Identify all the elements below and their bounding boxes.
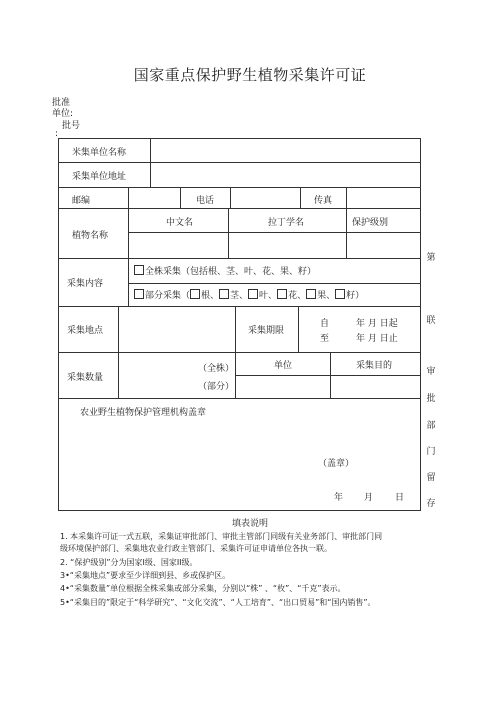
label-plant-name: 植物名称 xyxy=(72,231,109,241)
label-fax: 传真 xyxy=(314,196,333,206)
label-quantity-whole: （全株） xyxy=(198,364,235,374)
col-line xyxy=(235,352,236,398)
col-line xyxy=(346,187,347,208)
label-to-date: 年 月 日止 xyxy=(356,334,398,344)
row-line xyxy=(58,398,420,399)
label-latin-name: 拉丁学名 xyxy=(268,218,305,228)
row-line xyxy=(58,352,420,353)
row-line xyxy=(235,375,420,376)
option-partial: 部分采集（ 根、 茎、 叶、 花、 果、 籽） xyxy=(134,288,364,301)
label-quantity-part: （部分） xyxy=(198,382,235,392)
col-line xyxy=(230,187,231,208)
checkbox-icon xyxy=(134,265,144,275)
col-line xyxy=(330,352,331,398)
label-day: 日 xyxy=(395,493,405,503)
col-line xyxy=(228,208,229,258)
whole-plant-label: 全株采集（包括根、茎、叶、花、果、籽） xyxy=(145,267,317,277)
side-char: 部 xyxy=(426,421,436,431)
label-chinese-name: 中文名 xyxy=(166,218,194,228)
col-line xyxy=(150,138,151,187)
row-line xyxy=(58,208,420,209)
checkbox-icon xyxy=(277,289,287,299)
label-quantity-unit: 单位 xyxy=(274,361,293,371)
row-line xyxy=(58,258,420,259)
row-line xyxy=(58,187,420,188)
side-char: 留 xyxy=(426,473,436,483)
notes-heading: 填表说明 xyxy=(231,519,268,529)
checkbox-icon xyxy=(134,289,144,299)
form-title: 国家重点保护野生植物采集许可证 xyxy=(133,66,367,84)
col-line xyxy=(346,208,347,258)
label-unit-address: 采集单位地址 xyxy=(72,172,127,182)
note-line: 2. “保护级别”分为国家I级、国家II级。 xyxy=(60,558,198,567)
note-line: 3•“采集地点”要求至少详细到县、乡或保护区。 xyxy=(60,571,231,580)
label-collect-period: 采集期限 xyxy=(248,326,285,336)
col-line xyxy=(298,306,299,352)
row-line xyxy=(128,232,420,233)
table-border-left xyxy=(58,138,59,510)
note-line: 4•“采集数量”单位根据全株采集或部分采集，分别以“株” 、“枚”、“千克”表示。 xyxy=(60,584,346,593)
col-line xyxy=(118,352,119,398)
row-line xyxy=(128,283,420,284)
col-line xyxy=(128,208,129,258)
col-line xyxy=(128,187,129,208)
side-char: 第 xyxy=(426,253,436,263)
col-line xyxy=(300,187,301,208)
table-border-top xyxy=(58,138,420,139)
header-pizhun: 批准 xyxy=(52,98,71,108)
note-line: 5•“采集目的”限定于“科学研究”、“文化交流”、“人工培育”、“出口贸易”和“国内销售”。 xyxy=(60,598,376,607)
header-danwei: 单位: xyxy=(52,109,74,119)
label-seal: （盖章） xyxy=(318,459,355,469)
label-from-date: 年 月 日起 xyxy=(356,319,398,329)
side-char: 批 xyxy=(426,394,436,404)
row-line xyxy=(58,162,420,163)
label-collect-purpose: 采集目的 xyxy=(356,361,393,371)
header-colon: : xyxy=(55,129,59,139)
label-unit-name: 米集单位名称 xyxy=(72,148,127,158)
side-char: 门 xyxy=(426,447,436,457)
label-authority: 农业野生植物保护管理机构盖章 xyxy=(80,408,207,418)
col-line xyxy=(128,258,129,306)
label-month: 月 xyxy=(364,493,374,503)
row-line xyxy=(58,306,420,307)
checkbox-icon xyxy=(248,289,258,299)
side-char: 存 xyxy=(426,499,436,509)
label-to: 至 xyxy=(320,334,330,344)
col-line xyxy=(235,306,236,352)
col-line xyxy=(118,306,119,352)
label-protection-level: 保护级别 xyxy=(352,218,389,228)
checkbox-icon xyxy=(335,289,345,299)
note-line: 级环境保护部门、采集地农业行政主管部门、采集许可证申请单位各执一联。 xyxy=(60,544,332,553)
label-from: 自 xyxy=(320,319,330,329)
table-border-right xyxy=(420,138,421,510)
side-char: 审 xyxy=(426,367,436,377)
col-line xyxy=(180,187,181,208)
checkbox-icon xyxy=(306,289,316,299)
label-collect-content: 采集内容 xyxy=(67,279,104,289)
checkbox-icon xyxy=(219,289,229,299)
note-line: 1. 本采集许可证一式五联，采集证审批部门、审批主管部门同级有关业务部门、审批部门同 xyxy=(60,532,383,541)
side-char: 联 xyxy=(426,316,436,326)
label-year: 年 xyxy=(334,493,344,503)
table-border-bottom xyxy=(58,510,421,511)
label-collect-quantity: 采集数量 xyxy=(67,373,104,383)
option-whole-plant xyxy=(134,264,316,277)
checkbox-icon xyxy=(190,289,200,299)
label-collect-place: 采集地点 xyxy=(67,326,104,336)
label-postcode: 邮编 xyxy=(72,196,91,206)
header-pihao: 批号 xyxy=(62,121,81,131)
label-phone: 电话 xyxy=(196,196,215,206)
